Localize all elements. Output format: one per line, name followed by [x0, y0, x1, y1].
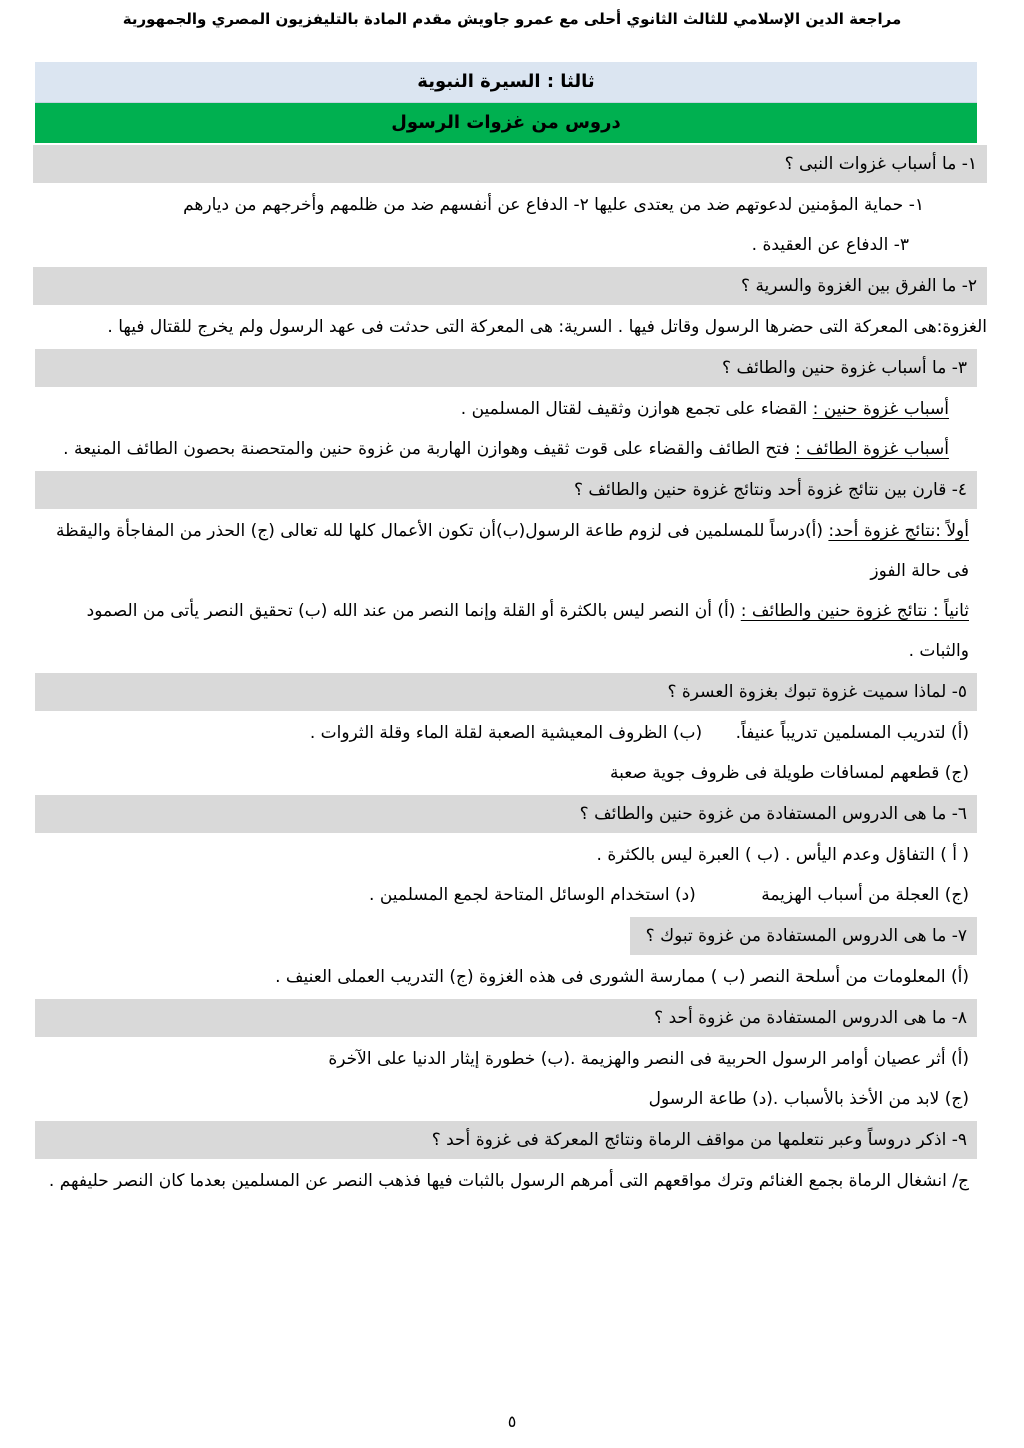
answer-3-taif [35, 429, 969, 469]
hunain-causes-label: أسباب غزوة حنين : [812, 399, 949, 419]
answer-5-a: (أ) لتدريب المسلمين تدريباً عنيفاً. [735, 723, 969, 743]
question-2: ٢- ما الفرق بين الغزوة والسرية ؟ [33, 267, 987, 305]
question-9: ٩- اذكر دروساً وعبر نتعلمها من مواقف الرماة ونتائج المعركة فى غزوة أحد ؟ [35, 1121, 977, 1159]
answer-2 [7, 307, 987, 347]
answer-9-text: ج/ انشغال الرماة بجمع الغنائم وترك مواقعهم التى أمرهم الرسول بالثبات فيها فذهب النصر عن المسلمين بعدما كان النصر حليفهم . [48, 1171, 969, 1191]
answer-5-c: (ج) قطعهم لمسافات طويلة فى ظروف جوية صعبة [610, 763, 969, 783]
answer-2-line-1: الغزوة:هى المعركة التى حضرها الرسول وقاتل فيها . السرية: هى المعركة التى حدثت فى عهد الرسول ولم يخرج للقتال فيها . [107, 317, 987, 337]
answer-8-line-2: (ج) لابد من الأخذ بالأسباب .(د) طاعة الرسول [648, 1089, 969, 1109]
answer-6-c: (ج) العجلة من أسباب الهزيمة [761, 885, 969, 905]
page-number: ٥ [507, 1412, 517, 1431]
question-4: ٤- قارن بين نتائج غزوة أحد ونتائج غزوة حنين والطائف ؟ [35, 471, 977, 509]
question-8: ٨- ما هى الدروس المستفادة من غزوة أحد ؟ [35, 999, 977, 1037]
answer-5-line-1 [35, 713, 969, 753]
answer-7 [35, 957, 977, 997]
section-banner: ثالثا : السيرة النبوية [35, 62, 977, 103]
answer-5 [35, 713, 977, 793]
answer-8-line-1: (أ) أثر عصيان أوامر الرسول الحربية فى النصر والهزيمة .(ب) خطورة إيثار الدنيا على الآخرة [328, 1049, 969, 1069]
taif-causes-label: أسباب غزوة الطائف : [795, 439, 949, 459]
hunain-causes-text: القضاء على تجمع هوازن وثقيف لقتال المسلمين . [460, 399, 808, 419]
answer-4 [35, 511, 977, 671]
answer-8 [35, 1039, 977, 1119]
answer-3 [35, 389, 977, 469]
answer-1 [35, 185, 977, 265]
document-body [35, 62, 987, 1201]
answer-6 [35, 835, 977, 915]
answer-6-line-1: ( أ ) التفاؤل وعدم اليأس . (ب ) العبرة ليس بالكثرة . [596, 845, 969, 865]
uhud-results-text: (أ)درساً للمسلمين فى لزوم طاعة الرسول(ب)أن تكون الأعمال كلها لله تعالى (ج) الحذر من المفاجأة واليقظة فى حالة الفوز [55, 521, 969, 581]
uhud-results-label: أولاً :نتائج غزوة أحد: [828, 521, 969, 541]
answer-5-b: (ب) الظروف المعيشية الصعبة لقلة الماء وقلة الثروات . [309, 723, 703, 743]
answer-9 [30, 1161, 977, 1201]
answer-1-line-2: ٣- الدفاع عن العقيدة . [751, 235, 909, 255]
page-header: مراجعة الدين الإسلامي للثالث الثانوي أحلى مع عمرو جاويش مقدم المادة بالتليفزيون المصري والجمهورية [122, 10, 902, 28]
question-6: ٦- ما هى الدروس المستفادة من غزوة حنين والطائف ؟ [35, 795, 977, 833]
answer-4-hunain [35, 591, 969, 671]
hunain-results-label: ثانياً : نتائج غزوة حنين والطائف : [740, 601, 969, 621]
answer-4-uhud [35, 511, 969, 591]
answer-3-hunain [35, 389, 969, 429]
answer-6-d: (د) استخدام الوسائل المتاحة لجمع المسلمين . [369, 885, 696, 905]
answer-1-line-1: ١- حماية المؤمنين لدعوتهم ضد من يعتدى عليها ٢- الدفاع عن أنفسهم ضد من ظلمهم وأخرجهم من ديارهم [183, 195, 924, 215]
lesson-title-banner: دروس من غزوات الرسول [35, 103, 977, 143]
answer-7-line-1: (أ) المعلومات من أسلحة النصر (ب ) ممارسة الشورى فى هذه الغزوة (ج) التدريب العملى العنيف . [275, 967, 969, 987]
question-1: ١- ما أسباب غزوات النبى ؟ [33, 145, 987, 183]
answer-6-line-2 [35, 875, 969, 915]
hunain-results-text: (أ) أن النصر ليس بالكثرة أو القلة وإنما النصر من عند الله (ب) تحقيق النصر يأتى من الصمود والثبات . [86, 601, 969, 661]
taif-causes-text: فتح الطائف والقضاء على قوت ثقيف وهوازن الهاربة من غزوة حنين والمتحصنة بحصون الطائف المنيعة . [63, 439, 790, 459]
question-5: ٥- لماذا سميت غزوة تبوك بغزوة العسرة ؟ [35, 673, 977, 711]
question-3: ٣- ما أسباب غزوة حنين والطائف ؟ [35, 349, 977, 387]
question-7: ٧- ما هى الدروس المستفادة من غزوة تبوك ؟ [630, 917, 977, 955]
